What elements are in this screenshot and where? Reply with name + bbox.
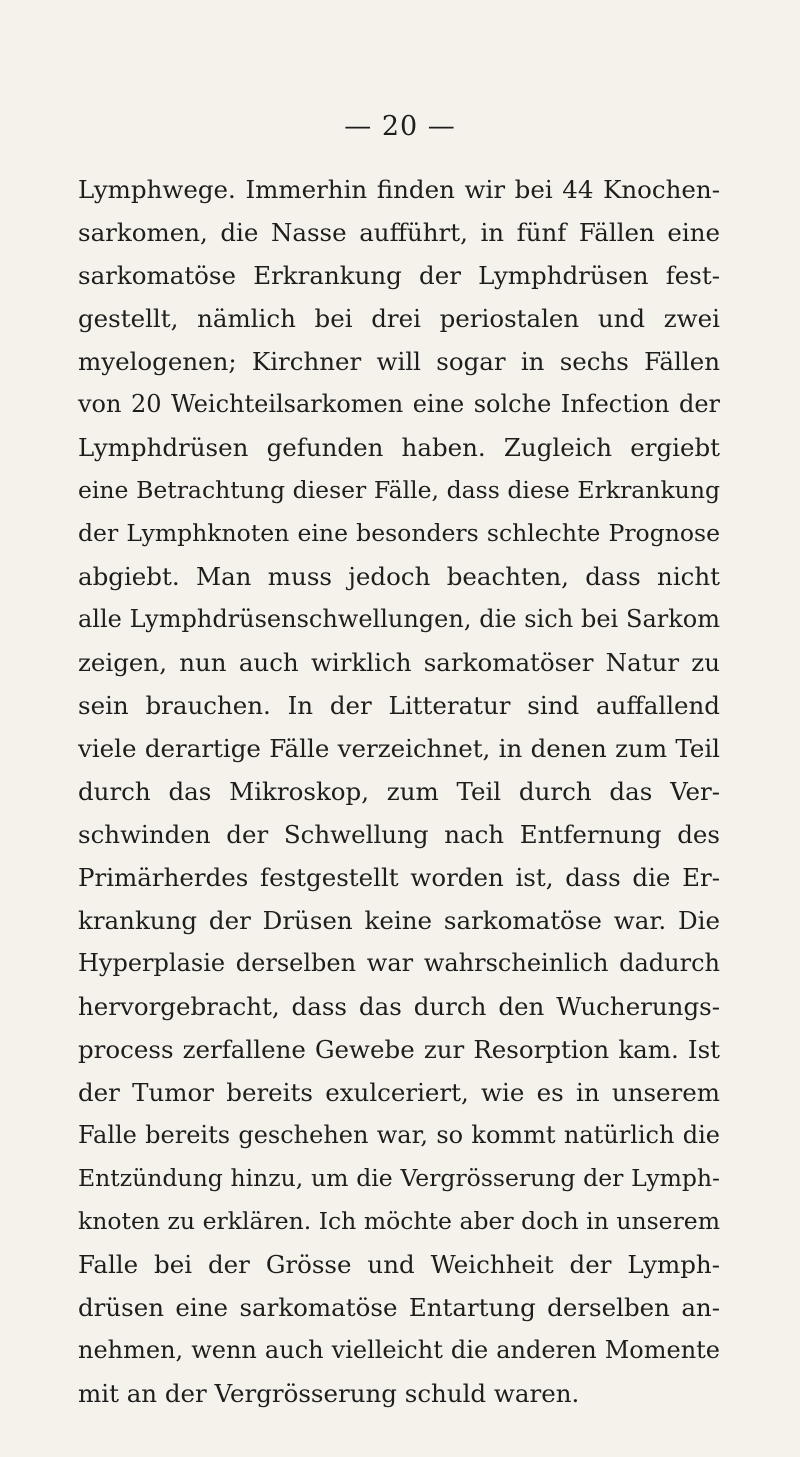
text-line: Entzündung hinzu, um die Vergrösserung der Lymph- bbox=[78, 1164, 720, 1192]
text-line: process zerfallene Gewebe zur Resorption kam. Ist bbox=[78, 1035, 720, 1064]
text-line: der Lymphknoten eine besonders schlechte Prognose bbox=[78, 519, 720, 547]
text-line: eine Betrachtung dieser Fälle, dass diese Erkrankung bbox=[78, 476, 720, 504]
text-line: knoten zu erklären. Ich möchte aber doch in unserem bbox=[78, 1207, 720, 1235]
text-line: Falle bereits geschehen war, so kommt natürlich die bbox=[78, 1121, 720, 1149]
text-line: krankung der Drüsen keine sarkomatöse war. Die bbox=[78, 906, 720, 935]
text-line: Lymphwege. Immerhin finden wir bei 44 Knochen- bbox=[78, 175, 720, 204]
text-line: myelogenen; Kirchner will sogar in sechs Fällen bbox=[78, 347, 720, 376]
text-line: von 20 Weichteilsarkomen eine solche Infection der bbox=[78, 390, 720, 418]
text-line: Lymphdrüsen gefunden haben. Zugleich ergiebt bbox=[78, 433, 720, 462]
text-line: Primärherdes festgestellt worden ist, dass die Er- bbox=[78, 863, 720, 892]
text-line: Falle bei der Grösse und Weichheit der Lymph- bbox=[78, 1250, 720, 1279]
text-line: der Tumor bereits exulceriert, wie es in unserem bbox=[78, 1078, 720, 1107]
text-line: zeigen, nun auch wirklich sarkomatöser Natur zu bbox=[78, 648, 720, 677]
text-line: mit an der Vergrösserung schuld waren. bbox=[78, 1379, 580, 1408]
text-line: sarkomatöse Erkrankung der Lymphdrüsen fest- bbox=[78, 261, 720, 290]
text-line: gestellt, nämlich bei drei periostalen und zwei bbox=[78, 304, 720, 333]
text-line: sein brauchen. In der Litteratur sind auffallend bbox=[78, 691, 720, 720]
text-line: schwinden der Schwellung nach Entfernung des bbox=[78, 820, 720, 849]
body-paragraph bbox=[78, 168, 720, 1415]
text-line: alle Lymphdrüsenschwellungen, die sich bei Sarkom bbox=[78, 605, 720, 633]
text-line: viele derartige Fälle verzeichnet, in denen zum Teil bbox=[78, 734, 720, 763]
text-line: sarkomen, die Nasse aufführt, in fünf Fällen eine bbox=[78, 218, 720, 247]
text-line: hervorgebracht, dass das durch den Wucherungs- bbox=[78, 992, 720, 1021]
text-line: Hyperplasie derselben war wahrscheinlich dadurch bbox=[78, 949, 720, 977]
text-line: nehmen, wenn auch vielleicht die anderen Momente bbox=[78, 1336, 720, 1364]
text-line: drüsen eine sarkomatöse Entartung derselben an- bbox=[78, 1293, 720, 1322]
text-line: abgiebt. Man muss jedoch beachten, dass nicht bbox=[78, 562, 720, 591]
page-number: — 20 — bbox=[344, 111, 456, 142]
text-line: durch das Mikroskop, zum Teil durch das Ver- bbox=[78, 777, 720, 806]
